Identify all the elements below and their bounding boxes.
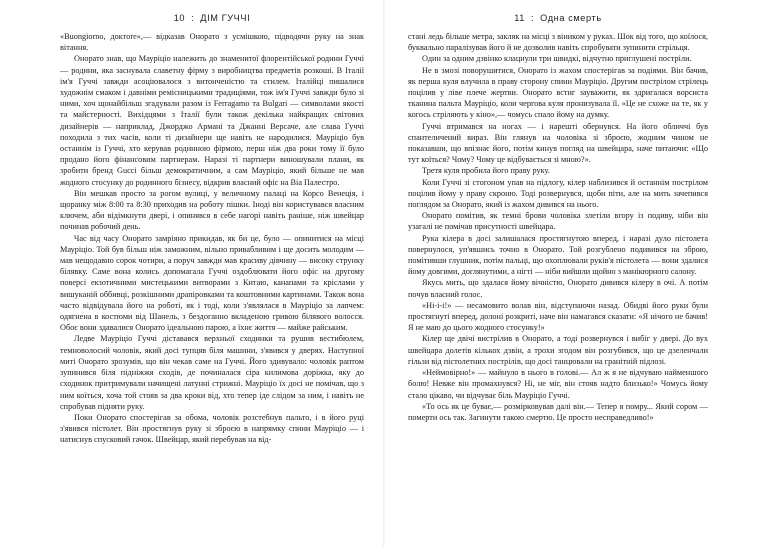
paragraph: «Ні-і-і!» — несамовито волав він, відступаючи назад. Обидві його руки були простягнуті вперед, долоні розкриті, наче він намагався сказати: «Я нічого не бачив! Я не маю до цього жодного стосунку!» [408, 300, 708, 333]
right-page-number: 11 [514, 13, 525, 23]
paragraph: «Неймовірно!» — майнуло в нього в голові.— Ал ж я не відчуваю найменшого болю! Невже він промахнувся? Ні, не міг, він стояв надто близько!» Чомусь йому стало цікаво, чи відчуває біль Мауріціо Гуччі. [408, 368, 708, 400]
left-page-number: 10 [173, 13, 186, 23]
paragraph: Не в змозі поворушитися, Онорато із жахом спостерігав за подіями. Він бачив, як перша куля влучила в праву сторону спини Мауріціо. Другим пострілом стрілець поцілив у ліве плече жертви. Онорато встиг зауважити, як здригалася ворсиста тканина пальта Мауріціо, коли чергова куля пронизувала її. «Це не схоже на те, як у когось стріляють у кіно»,— чомусь спало йому на думку. [408, 65, 708, 120]
paragraph: Коли Гуччі зі стогоном упав на підлогу, кілер наблизився й останнім пострілом поцілив йому у праву скроню. Тоді розвернувся, щоби піти, але на мить зачепився поглядом за Онорато, який із жахом дивився на нього. [408, 177, 708, 210]
paragraph: Поки Онорато спостерігав за обома, чоловік розстебнув пальто, і в його руці з'явився пістолет. Він простягнув руку зі зброєю в напрямку спини Мауріціо — і натиснув спусковий гачок. Швейцар, який перебував на від- [60, 412, 364, 445]
paragraph: Третя куля пробила його праву руку. [422, 166, 550, 176]
left-body-text [60, 31, 364, 446]
left-header-separator: : [191, 13, 195, 23]
paragraph: Кілер ще двічі вистрілив в Онорато, а тоді розвернувся і вибіг у двері. До вух швейцара долетів кількох дзвін, а трохи згодом він розгубився, що це дзеленчали гільзи від пістолетних пострілів, що досі танцювали на гранітній підлозі. [408, 334, 708, 366]
paragraph: Він мешкав просто за рогом вулиці, у величному палаці на Корсо Венеція, і щоранку між 8:00 та 8:30 приходив на роботу пішки. Іноді він користувався власним ключем, аби відімкнути двері, і опинявся в себе нагорі навіть раніше, ніж швейцар починав робочий день. [60, 188, 364, 232]
paragraph: «Buongiorno, доктore»,— відказав Онорато з усмішкою, підводячи руку на знак вітання. [60, 32, 364, 53]
paragraph: Якусь мить, що здалася йому вічністю, Онорато дивився кілеру в очі. А потім почув власний голос. [408, 278, 708, 299]
paragraph: стані ледь більше метра, закляк на місці з віником у руках. Шок від того, що коїлося, буквально паралізував його й не дозволив навіть спробувати зупинити стрільця. [408, 32, 708, 53]
paragraph: Онорато помітив, як темні брови чоловіка злетіли вгору із подиву, ніби він узагалі не помічав присутності швейцара. [408, 211, 708, 232]
paragraph: Рука кілера в досі залишалася простягнутою вперед, і наразі дуло пістолета повернулося, уп'явшись точно в Онорато. Той розгублено подивився на зброю, помітивши глушник, потім пальці, що охоплювали руків'я пістолета — вони здалися йому довгими, доглянутими, а нігті — ніби вийшли щойно з манікюрного салону. [408, 233, 708, 277]
right-body-text [408, 31, 708, 423]
paragraph: «То ось як це буває,— розмірковував далі він.— Тепер я помру... Який сором — померти ось так. Загинути такою смертю. Це просто несправедливо!» [408, 401, 708, 422]
right-page [384, 0, 768, 547]
paragraph: Ледве Мауріціо Гуччі діставався верхньої сходинки та рушив вестибюлем, темноволосий чоловік, який досі тупцяв біля машини, з'явився у дверях. Наступної миті Онорато зрозумів, що він чекав саме на Гуччі. Його здивувало: чоловік раптом зупинився біля підніжжя сходів, де починалася сіра килимова доріжка, яку до сходинок притримували начищені латунні стрижні. Мауріціо їх досі не помічав, що з ним коїться, хоча той стояв за два кроки від, хто тепер іде слідом за ним, і навіть не спробував підняти руку. [60, 334, 364, 411]
paragraph: Гуччі втримався на ногах — і нарешті обернувся. На його обличчі був спантеличений вираз. Він глянув на чоловіка зі зброєю, жодним чином не показавши, що впізнає його, потім кинув погляд на швейцара, наче питаючи: «Що тут коїться? Чому? Чому це відбувається зі мною?». [408, 121, 708, 165]
left-running-title: ДІМ ГУЧЧІ [200, 13, 251, 23]
right-running-header [408, 13, 708, 29]
paragraph: Онорато знав, що Мауріціо належить до знаменитої флорентійської родини Гуччі — родини, яка заснувала славетну фірму з виробництва предметів розкоші. В Італії ім'я Гуччі завжди асоціювалося з витонченістю та стилем. Італійці пишалися художнім смаком і давніми ремісницькими традиціями, тож ім'я Гуччі завжди було зі ними, хоч щонайбільш згадували разом із Ferragamo та Bulgari — символами якості та майстерності. Вихідцями з Італії були також декілька найкращих світових дизайнерів — наприклад, Джорджо Армані та Джанні Версаче, але слава Гуччі походила з тих часів, коли ті дизайнери ще навіть не народилися. Мауріціо був останнім із Гуччі, хто керував родинною фірмою, перш ніж два роки тому її було продано його фінансовим партнерам. Наразі ті партнери виношували плани, як зробити бренд Gucci більш демократичним, а сам Мауріціо, який більше не мав жодного стосунку до родинного бізнесу, відкрив власний офіс на Віа Палестро. [60, 54, 364, 187]
left-running-header [60, 13, 364, 29]
right-running-title: Одна смерть [540, 13, 602, 23]
paragraph: Час від часу Онорато замріяно прикидав, як би це, було — опинитися на місці Мауріціо. Той був більш ніж заможним, вільно привабливим і ще досить молодим — мав нещодавно сорок чотири, а поруч завжди мав красиву дівчину — високу струнку білявку. Саме вона колись допомагала Гуччі оздоблювати його офіс на другому поверсі екзотичними мистецькими витворами з Китаю, канапами та кріслами у вишуканій оббивці, розкішними драпіровками та коштовними картинами. Також вона часто відвідувала його на роботі, як і тоді, коли з'являлася в Мауріціо за лапчем: одягнена в костюми від Шанель, з бездоганно вкладеною гривою білявого волосся. Обоє вони здавалися Онорато ідеальною парою, а їхнє життя — майже райським. [60, 233, 364, 333]
right-header-separator: : [531, 13, 535, 23]
paragraph: Один за одним дзвінко клацнули три швидкі, відчутно приглушені постріли. [422, 54, 692, 64]
